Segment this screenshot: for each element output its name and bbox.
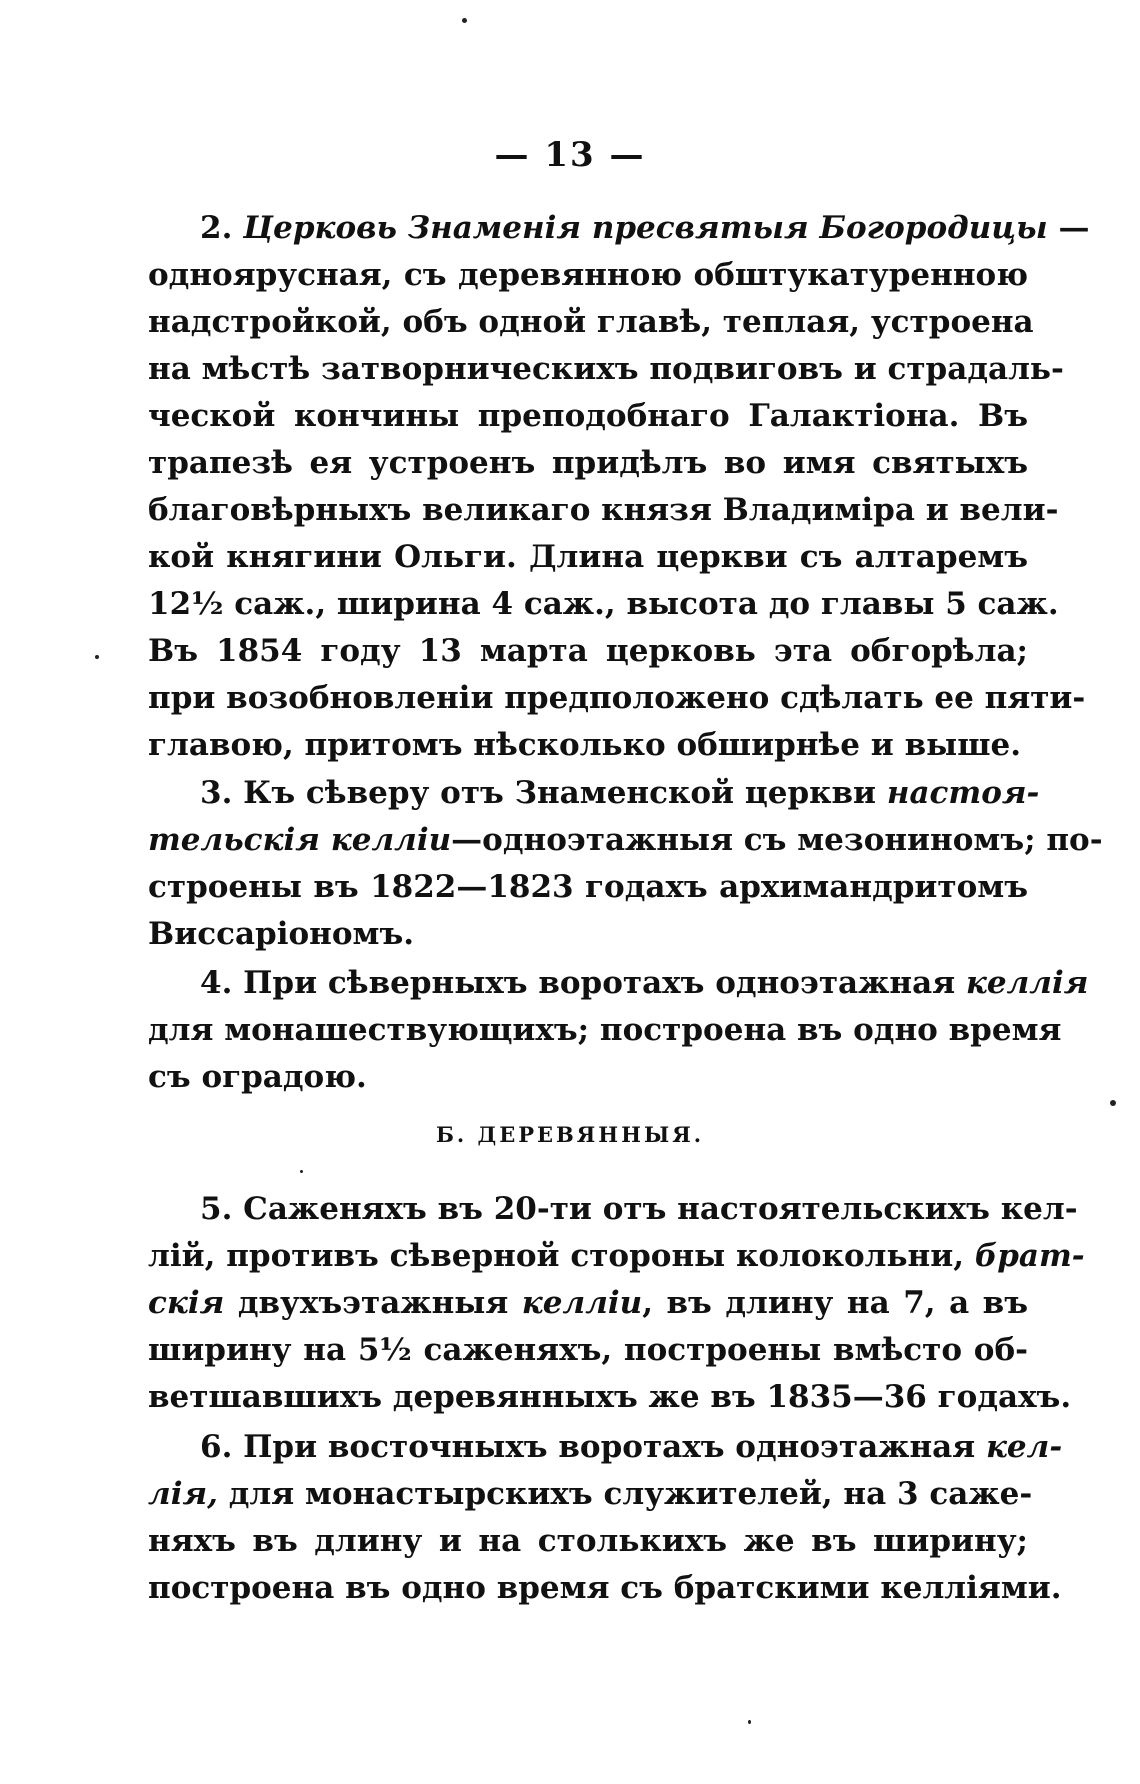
text-line: строены въ 1822—1823 годахъ архимандритомъ [148, 869, 1028, 905]
text-line: для монашествующихъ; построена въ одно время [148, 1012, 1062, 1048]
text-line: 12½ саж., ширина 4 саж., высота до главы 5 саж. [148, 586, 1059, 622]
page-number: — 13 — [494, 135, 646, 175]
text-line: ширину на 5½ саженяхъ, построены вмѣсто об- [148, 1332, 1028, 1368]
text-line: съ оградою. [148, 1059, 367, 1095]
section-heading: Б. ДЕРЕВЯННЫЯ. [435, 1122, 705, 1147]
text-line: 4. При сѣверныхъ воротахъ одноэтажная келлія [200, 965, 1089, 1001]
text-line: надстройкой, объ одной главѣ, теплая, устроена [148, 304, 1034, 340]
text-line: лій, противъ сѣверной стороны колокольни, брат- [148, 1238, 1085, 1274]
text-line: 2. Церковь Знаменія пресвятыя Богородицы — [200, 210, 1090, 246]
text-line: скія двухъэтажныя келліи, въ длину на 7, а въ [148, 1285, 1028, 1321]
text-line: Виссаріономъ. [148, 916, 415, 952]
text-line: тельскія келліи—одноэтажныя съ мезониномъ; по- [148, 822, 1103, 858]
text-line: лія, для монастырскихъ служителей, на 3 саже- [148, 1476, 1033, 1512]
text-line: 5. Саженяхъ въ 20-ти отъ настоятельскихъ кел- [200, 1191, 1078, 1227]
text-line: Въ 1854 году 13 марта церковь эта обгорѣла; [148, 633, 1028, 669]
text-line: ческой кончины преподобнаго Галактіона. Въ [148, 398, 1028, 434]
scan-speck [300, 1170, 303, 1173]
paragraph-4 [148, 960, 1089, 1101]
paragraph-6 [148, 1424, 1063, 1612]
text-line: ветшавшихъ деревянныхъ же въ 1835—36 годахъ. [148, 1379, 1072, 1415]
scan-speck [1110, 1100, 1116, 1106]
text-line: при возобновленіи предположено сдѣлать ее пяти- [148, 680, 1086, 716]
text-line: главою, притомъ нѣсколько обширнѣе и выше. [148, 727, 1022, 763]
paragraph-5 [148, 1186, 1085, 1421]
text-line: кой княгини Ольги. Длина церкви съ алтаремъ [148, 539, 1028, 575]
scan-speck [95, 655, 99, 659]
text-line: одноярусная, съ деревянною обштукатуренною [148, 257, 1028, 293]
scan-speck [462, 18, 467, 23]
paragraph-2 [148, 205, 1090, 769]
text-line: на мѣстѣ затворническихъ подвиговъ и страдаль- [148, 351, 1064, 387]
text-line: построена въ одно время съ братскими келліями. [148, 1570, 1062, 1606]
text-line: няхъ въ длину и на столькихъ же въ ширину; [148, 1523, 1028, 1559]
text-line: 3. Къ сѣверу отъ Знаменской церкви настоя- [200, 775, 1040, 811]
text-line: трапезѣ ея устроенъ придѣлъ во имя святыхъ [148, 445, 1028, 481]
scan-speck [748, 1720, 751, 1724]
paragraph-3 [148, 770, 1103, 958]
text-line: благовѣрныхъ великаго князя Владиміра и вели- [148, 492, 1059, 528]
text-line: 6. При восточныхъ воротахъ одноэтажная кел- [200, 1429, 1063, 1465]
